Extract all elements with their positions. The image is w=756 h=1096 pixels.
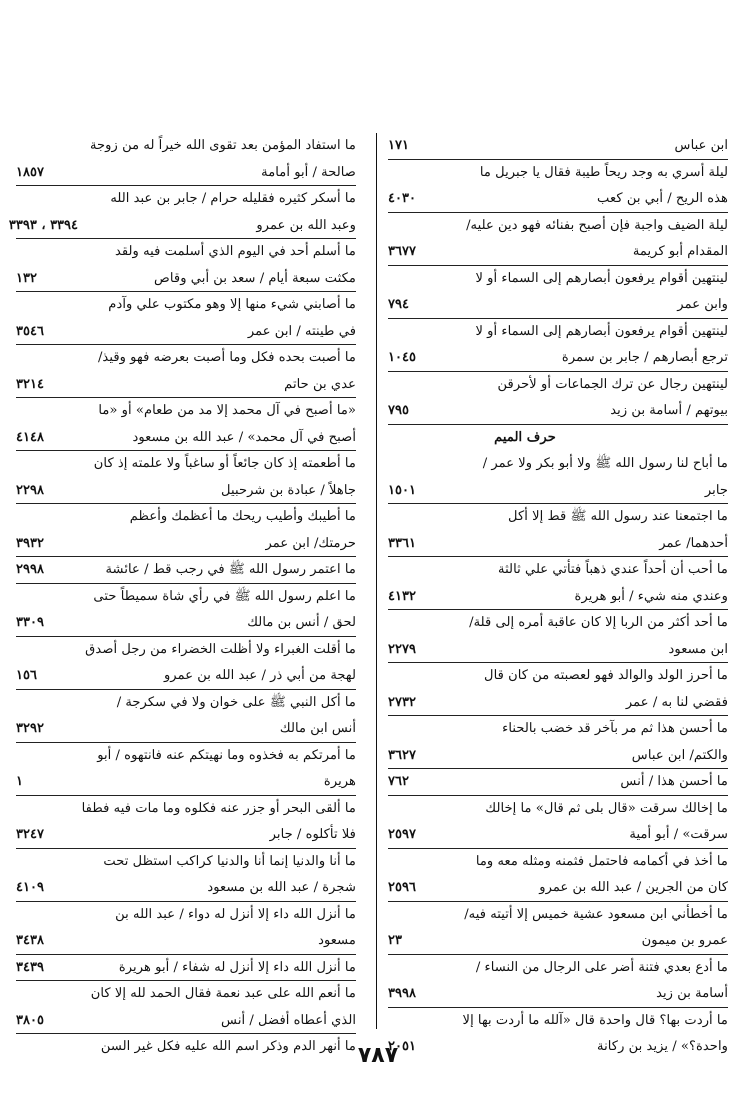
entry-number: ٣٢١٤	[16, 376, 44, 392]
entry-text: ما إخالك سرقت «قال بلى ثم قال» ما إخالك	[485, 800, 728, 816]
entry-text: مسعود	[318, 933, 356, 948]
index-row	[388, 663, 728, 690]
index-row	[16, 769, 356, 796]
entry-text: ما أطيبك وأطيب ريحك ما أعظمك وأعظم	[129, 509, 356, 524]
entry-text: لحق / أنس بن مالك	[247, 615, 356, 630]
index-row	[388, 955, 728, 982]
index-row	[388, 875, 728, 902]
entry-number: ٣٦٢٧	[388, 747, 416, 763]
entry-text: عمرو بن ميمون	[641, 933, 728, 948]
left-column	[8, 133, 356, 1061]
index-row	[16, 425, 356, 452]
index-row	[388, 504, 728, 531]
entry-number: ٢٢٩٨	[16, 482, 44, 498]
entry-number: ٣٤٣٨	[16, 933, 44, 948]
index-row	[388, 981, 728, 1008]
entry-text: ما اعتمر رسول الله ﷺ في رجب قط / عائشة	[105, 562, 356, 577]
entry-text: والكتم/ ابن عباس	[631, 747, 728, 763]
entry-text: ما أكل النبي ﷺ على خوان ولا في سكرجة /	[116, 694, 356, 710]
index-row	[16, 345, 356, 372]
index-row	[16, 531, 356, 558]
index-row	[16, 266, 356, 293]
index-row	[16, 849, 356, 876]
entry-text: ما أدع بعدي فتنة أضر على الرجال من النساء /	[475, 959, 728, 975]
index-row	[16, 398, 356, 425]
index-row	[388, 690, 728, 717]
entry-text: لينتهين رجال عن ترك الجماعات أو لأحرقن	[497, 376, 728, 392]
entry-text: ما أنا والدنيا إنما أنا والدنيا كراكب استظل تحت	[103, 853, 356, 869]
entry-text: صالحة / أبو أمامة	[261, 164, 356, 180]
index-row	[16, 1008, 356, 1035]
entry-text: ما أمرتكم به فخذوه وما نهيتكم عنه فانتهوه / أبو	[97, 747, 356, 763]
index-row	[388, 345, 728, 372]
entry-text: ما أحسن هذا / أنس	[620, 774, 728, 789]
entry-text: ما أحسن هذا ثم مر بآخر قد خضب بالحناء	[502, 721, 728, 736]
entry-number: ٣٨٠٥	[16, 1012, 44, 1028]
index-row	[388, 743, 728, 770]
index-row	[16, 875, 356, 902]
index-row	[388, 160, 728, 187]
index-row	[16, 610, 356, 637]
entry-number: ٣٩٣٢	[16, 535, 44, 551]
entry-number: ٣٢٤٧	[16, 827, 44, 842]
entry-text: أسامة بن زيد	[656, 986, 728, 1001]
index-row	[388, 133, 728, 160]
index-row	[388, 796, 728, 823]
page-number: ٧٨٧	[357, 1043, 399, 1068]
index-row	[16, 743, 356, 770]
index-row	[16, 955, 356, 982]
entry-number: ٤١٤٨	[16, 429, 44, 445]
entry-text: ما اعلم رسول الله ﷺ في رأي شاة سميطاً حتى	[93, 588, 356, 604]
index-row	[16, 637, 356, 664]
index-row	[388, 213, 728, 240]
entry-text: أصبح في آل محمد» / عبد الله بن مسعود	[132, 429, 356, 445]
entry-text: وعندي منه شيء / أبو هريرة	[574, 588, 728, 604]
index-row	[16, 239, 356, 266]
entry-text: مكثت سبعة أيام / سعد بن أبي وقاص	[153, 270, 356, 286]
index-row	[388, 610, 728, 637]
index-row	[16, 584, 356, 611]
index-row	[388, 531, 728, 558]
entry-text: حرف الميم	[494, 429, 556, 445]
index-row	[16, 186, 356, 213]
entry-text: بيوتهم / أسامة بن زيد	[610, 403, 728, 418]
index-row	[388, 1008, 728, 1035]
entry-text: ما أنزل الله داء إلا أنزل له دواء / عبد الله بن	[115, 906, 356, 922]
entry-text: الذي أعطاه أفضل / أنس	[221, 1012, 356, 1028]
entry-number: ١٥٦	[16, 668, 37, 683]
entry-number: ٣٩٩٨	[388, 986, 416, 1001]
section-heading	[388, 425, 728, 452]
entry-number: ٧٩٤	[388, 297, 409, 312]
entry-text: لينتهين أقوام يرفعون أبصارهم إلى السماء أو لا	[475, 323, 728, 339]
entry-number: ١٧١	[388, 138, 409, 153]
index-row	[8, 213, 356, 240]
entry-text: ما أردت بها؟ قال واحدة قال «آلله ما أردت بها إلا	[462, 1012, 728, 1028]
index-row	[388, 716, 728, 743]
entry-text: المقدام أبو كريمة	[632, 244, 728, 259]
entry-text: فلا تأكلوه / جابر	[269, 827, 356, 842]
entry-text: فقضي لنا به / عمر	[625, 694, 728, 710]
entry-text: أحدهما/ عمر	[659, 535, 728, 551]
entry-number: ١٠٤٥	[388, 350, 416, 365]
entry-number: ٢٢٧٩	[388, 641, 416, 657]
entry-text: لينتهين أقوام يرفعون أبصارهم إلى السماء أو لا	[475, 270, 728, 286]
entry-text: ليلة الضيف واجبة فإن أصبح بفنائه فهو دين عليه/	[466, 217, 728, 233]
index-row	[16, 451, 356, 478]
entry-text: ما أنزل الله داء إلا أنزل له شفاء / أبو هريرة	[118, 959, 356, 975]
entry-number: ٣٢٩٢	[16, 721, 44, 736]
entry-number: ٣٤٣٩	[16, 959, 44, 975]
entry-number: ٢٥٩٦	[388, 880, 416, 895]
index-row	[16, 716, 356, 743]
entry-number: ٢٠٥١	[388, 1039, 416, 1054]
index-row	[388, 769, 728, 796]
index-row	[16, 557, 356, 584]
entry-text: ما أطعمته إذ كان جائعاً أو ساغباً ولا علمته إذ كان	[93, 456, 356, 471]
entry-number: ٤١٣٢	[388, 588, 416, 604]
index-row	[16, 796, 356, 823]
entry-text: واحدة؟» / يزيد بن ركانة	[597, 1039, 728, 1054]
entry-text: شجرة / عبد الله بن مسعود	[207, 880, 356, 895]
entry-text: ما أصابني شيء منها إلا وهو مكتوب علي وآدم	[108, 297, 356, 312]
index-row	[16, 478, 356, 505]
index-row	[388, 319, 728, 346]
entry-text: ترجع أبصارهم / جابر بن سمرة	[561, 350, 728, 365]
index-row	[388, 584, 728, 611]
entry-text: وابن عمر	[677, 297, 728, 312]
index-row	[388, 292, 728, 319]
entry-text: ما أخذ في أكمامه فاحتمل فثمنه ومثله معه وما	[475, 853, 728, 869]
index-row	[388, 239, 728, 266]
entry-number: ١٨٥٧	[16, 164, 44, 180]
entry-number: ٢٩٩٨	[16, 562, 44, 577]
entry-text: سرقت» / أبو أمية	[629, 827, 728, 842]
entry-number: ٧٦٢	[388, 774, 409, 789]
entry-text: ما أحد أكثر من الربا إلا كان عاقبة أمره إلى قلة/	[469, 615, 728, 630]
index-row	[16, 372, 356, 399]
entry-text: جابر	[704, 482, 728, 498]
index-row	[388, 372, 728, 399]
entry-text: ما أصبت بحده فكل وما أصبت بعرضه فهو وقيذ/	[97, 350, 356, 365]
entry-number: ١٥٠١	[388, 482, 416, 498]
index-row	[16, 133, 356, 160]
entry-text: ليلة أسري به وجد ريحاً طيبة فقال يا جبريل ما	[479, 164, 728, 180]
index-row	[16, 504, 356, 531]
entry-number: ٤١٠٩	[16, 880, 44, 895]
entry-number: ١	[16, 774, 23, 789]
entry-number: ٢٧٣٢	[388, 694, 416, 710]
entry-number: ١٣٢	[16, 270, 37, 286]
entry-text: حرمتك/ ابن عمر	[265, 535, 356, 551]
index-row	[16, 981, 356, 1008]
index-row	[388, 557, 728, 584]
entry-number: ٣٣٩٤ ، ٣٣٩٣	[8, 217, 78, 233]
entry-text: هذه الريح / أبي بن كعب	[597, 191, 728, 206]
index-row	[16, 319, 356, 346]
index-row	[16, 663, 356, 690]
index-row	[16, 292, 356, 319]
entry-text: ابن عباس	[674, 138, 728, 153]
entry-text: جاهلاً / عبادة بن شرحبيل	[221, 482, 356, 498]
index-row	[16, 160, 356, 187]
entry-text: ما أحرز الولد والوالد فهو لعصبته من كان قال	[483, 668, 728, 683]
entry-number: ٣٦٧٧	[388, 244, 416, 259]
index-row	[388, 186, 728, 213]
index-row	[388, 902, 728, 929]
right-column	[388, 133, 728, 1061]
entry-text: ما أقلت الغبراء ولا أظلت الخضراء من رجل أصدق	[85, 641, 356, 657]
entry-text: ما أحب أن أحداً عندي ذهباً فتأتي علي ثالثة	[498, 562, 728, 577]
index-row	[16, 928, 356, 955]
entry-text: ابن مسعود	[668, 641, 728, 657]
entry-number: ٢٥٩٧	[388, 827, 416, 842]
entry-text: ما ألقى البحر أو جزر عنه فكلوه وما مات فيه فطفا	[81, 800, 356, 816]
index-row	[16, 822, 356, 849]
index-row	[16, 902, 356, 929]
entry-text: في طينته / ابن عمر	[247, 323, 356, 339]
index-row	[388, 822, 728, 849]
index-row	[16, 690, 356, 717]
entry-number: ٣٣٠٩	[16, 615, 44, 630]
entry-number: ٧٩٥	[388, 403, 409, 418]
index-row	[388, 478, 728, 505]
entry-text: لهجة من أبي ذر / عبد الله بن عمرو	[163, 668, 356, 683]
entry-number: ٤٠٣٠	[388, 191, 416, 206]
index-row	[388, 266, 728, 293]
entry-text: أنس ابن مالك	[279, 721, 356, 736]
entry-text: ما أنعم الله على عبد نعمة فقال الحمد لله إلا كان	[90, 986, 356, 1001]
entry-text: ما أسكر كثيره فقليله حرام / جابر بن عبد الله	[110, 191, 356, 206]
index-row	[388, 451, 728, 478]
entry-text: ما اجتمعنا عند رسول الله ﷺ قط إلا أكل	[508, 509, 728, 524]
index-row	[388, 398, 728, 425]
index-row	[388, 928, 728, 955]
entry-text: «ما أصبح في آل محمد إلا مد من طعام» أو «ما	[98, 403, 356, 418]
entry-text: عدي بن حاتم	[284, 376, 356, 392]
column-divider	[376, 133, 377, 1029]
entry-text: هريرة	[323, 774, 356, 789]
entry-number: ٣٣٦١	[388, 535, 416, 551]
entry-text: ما استفاد المؤمن بعد تقوى الله خيراً له من زوجة	[89, 138, 356, 153]
entry-number: ٢٣	[388, 933, 402, 948]
entry-text: ما أخطأني ابن مسعود عشية خميس إلا أتيته فيه/	[464, 906, 728, 922]
entry-text: وعبد الله بن عمرو	[256, 217, 356, 233]
entry-text: ما أباح لنا رسول الله ﷺ ولا أبو بكر ولا عمر /	[482, 456, 728, 471]
entry-number: ٣٥٤٦	[16, 323, 44, 339]
entry-text: ما أنهر الدم وذكر اسم الله عليه فكل غير السن	[100, 1039, 356, 1054]
entry-text: ما أسلم أحد في اليوم الذي أسلمت فيه ولقد	[114, 244, 356, 259]
entry-text: كان من الجرين / عبد الله بن عمرو	[539, 880, 728, 895]
index-row	[388, 637, 728, 664]
index-row	[388, 849, 728, 876]
